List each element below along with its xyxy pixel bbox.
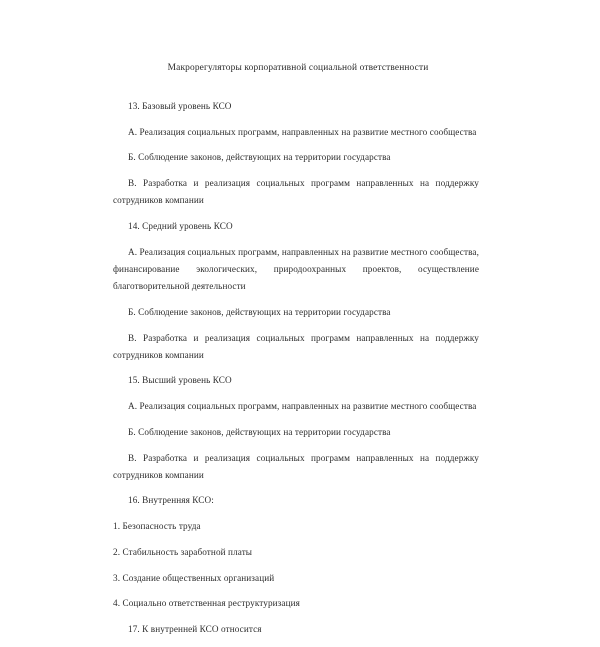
- document-text-block: [113, 60, 479, 647]
- item-14: 14. Средний уровень КСО: [128, 221, 233, 232]
- item-16-sub-1: 1. Безопасность труда: [113, 521, 201, 532]
- item-13: 13. Базовый уровень КСО: [128, 101, 232, 111]
- item-16: 16. Внутренняя КСО:: [128, 495, 214, 506]
- item-15: 15. Высший уровень КСО: [128, 375, 232, 386]
- item-15-a: А. Реализация социальных программ, направленных на развитие местного сообщества: [128, 401, 477, 412]
- item-13-b: Б. Соблюдение законов, действующих на территории государства: [128, 152, 391, 163]
- item-13-v: В. Разработка и реализация социальных программ направленных на поддержку сотрудников компании: [113, 178, 479, 206]
- item-16-sub-4: 4. Социально ответственная реструктуризация: [113, 598, 300, 609]
- paragraph-container: [113, 98, 479, 638]
- page-title: Макрорегуляторы корпоративной социальной ответственности: [167, 63, 429, 73]
- item-16-sub-3: 3. Создание общественных организаций: [113, 572, 275, 583]
- item-16-sub-2: 2. Стабильность заработной платы: [113, 546, 253, 557]
- item-17: 17. К внутренней КСО относится: [128, 623, 262, 634]
- item-14-v: В. Разработка и реализация социальных программ направленных на поддержку сотрудников компании: [113, 332, 479, 360]
- item-13-a: А. Реализация социальных программ, направленных на развитие местного сообщества: [128, 126, 477, 137]
- item-15-v: В. Разработка и реализация социальных программ направленных на поддержку сотрудников компании: [113, 452, 479, 480]
- item-15-b: Б. Соблюдение законов, действующих на территории государства: [128, 426, 391, 437]
- item-14-b: Б. Соблюдение законов, действующих на территории государства: [128, 306, 391, 317]
- item-14-a: А. Реализация социальных программ, направленных на развитие местного сообщества, финансирование экологических, природоохранных проектов, осуществление благотворительной деятельности: [113, 246, 479, 292]
